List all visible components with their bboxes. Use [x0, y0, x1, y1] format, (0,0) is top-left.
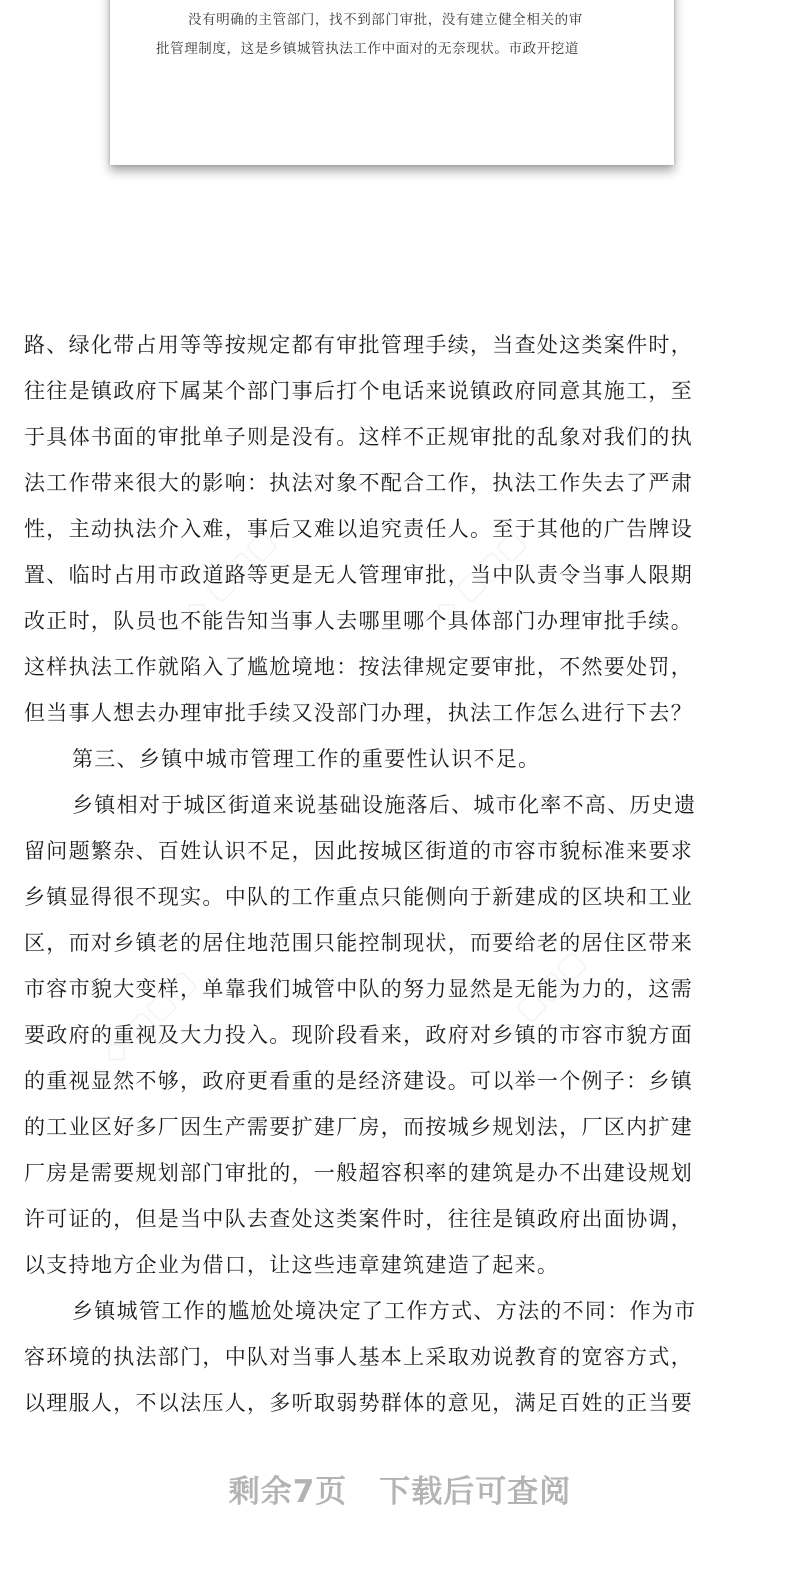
- paragraph-line: 这样执法工作就陷入了尴尬境地：按法律规定要审批，不然要处罚，: [24, 655, 693, 679]
- paragraph-line: 但当事人想去办理审批手续又没部门办理，执法工作怎么进行下去？: [24, 701, 693, 725]
- paragraph-line: 市容市貌大变样，单靠我们城管中队的努力显然是无能为力的，这需: [24, 977, 693, 1001]
- watermark: ◇ ▢▢▢: [484, 943, 593, 1052]
- previous-page-text: [156, 6, 636, 64]
- paragraph-line: 要政府的重视及大力投入。现阶段看来，政府对乡镇的市容市貌方面: [24, 1023, 693, 1047]
- watermark: ◇ ▢▢▢: [94, 963, 203, 1072]
- paragraph-line: 改正时，队员也不能告知当事人去哪里哪个具体部门办理审批手续。: [24, 609, 693, 633]
- remaining-pages-prompt[interactable]: [0, 1466, 800, 1511]
- remaining-pages-label: 剩余7页: [228, 1474, 348, 1510]
- paragraph-line: 于具体书面的审批单子则是没有。这样不正规审批的乱象对我们的执: [24, 425, 693, 449]
- paragraph-line: 容环境的执法部门，中队对当事人基本上采取劝说教育的宽容方式，: [24, 1345, 693, 1369]
- paragraph-line: 路、绿化带占用等等按规定都有审批管理手续，当查处这类案件时，: [24, 333, 693, 357]
- paragraph-line: 乡镇显得很不现实。中队的工作重点只能侧向于新建成的区块和工业: [24, 885, 693, 909]
- paragraph-line: 区，而对乡镇老的居住地范围只能控制现状，而要给老的居住区带来: [24, 931, 693, 955]
- paragraph-line: 留问题繁杂、百姓认识不足，因此按城区街道的市容市貌标准来要求: [24, 839, 693, 863]
- paragraph-line: 性，主动执法介入难，事后又难以追究责任人。至于其他的广告牌设: [24, 517, 693, 541]
- paragraph-line: 乡镇相对于城区街道来说基础设施落后、城市化率不高、历史遗: [72, 793, 697, 817]
- section-heading: 第三、乡镇中城市管理工作的重要性认识不足。: [72, 747, 541, 771]
- document-body: [24, 322, 780, 1426]
- paragraph-line: 厂房是需要规划部门审批的，一般超容积率的建筑是办不出建设规划: [24, 1161, 693, 1185]
- watermark: ◇ ▢▢▢: [424, 523, 533, 632]
- paragraph-line: 的工业区好多厂因生产需要扩建厂房，而按城乡规划法，厂区内扩建: [24, 1115, 693, 1139]
- paragraph-line: 以支持地方企业为借口，让这些违章建筑建造了起来。: [24, 1253, 560, 1277]
- card-line-2: 批管理制度，这是乡镇城管执法工作中面对的无奈现状。市政开挖道: [156, 41, 579, 57]
- download-hint-label: 下载后可查阅: [379, 1474, 572, 1510]
- card-line-1: 没有明确的主管部门，找不到部门审批，没有建立健全相关的审: [188, 12, 583, 28]
- paragraph-line: 许可证的，但是当中队去查处这类案件时，往往是镇政府出面协调，: [24, 1207, 693, 1231]
- paragraph-line: 法工作带来很大的影响：执法对象不配合工作，执法工作失去了严肃: [24, 471, 693, 495]
- previous-page-card: [110, 0, 674, 165]
- paragraph-line: 往往是镇政府下属某个部门事后打个电话来说镇政府同意其施工，至: [24, 379, 693, 403]
- paragraph-line: 的重视显然不够，政府更看重的是经济建设。可以举一个例子：乡镇: [24, 1069, 693, 1093]
- paragraph-line: 置、临时占用市政道路等更是无人管理审批，当中队责令当事人限期: [24, 563, 693, 587]
- watermark: ◇ ▢▢▢: [174, 523, 283, 632]
- paragraph-line: 以理服人，不以法压人，多听取弱势群体的意见，满足百姓的正当要: [24, 1391, 693, 1415]
- paragraph-line: 乡镇城管工作的尴尬处境决定了工作方式、方法的不同：作为市: [72, 1299, 697, 1323]
